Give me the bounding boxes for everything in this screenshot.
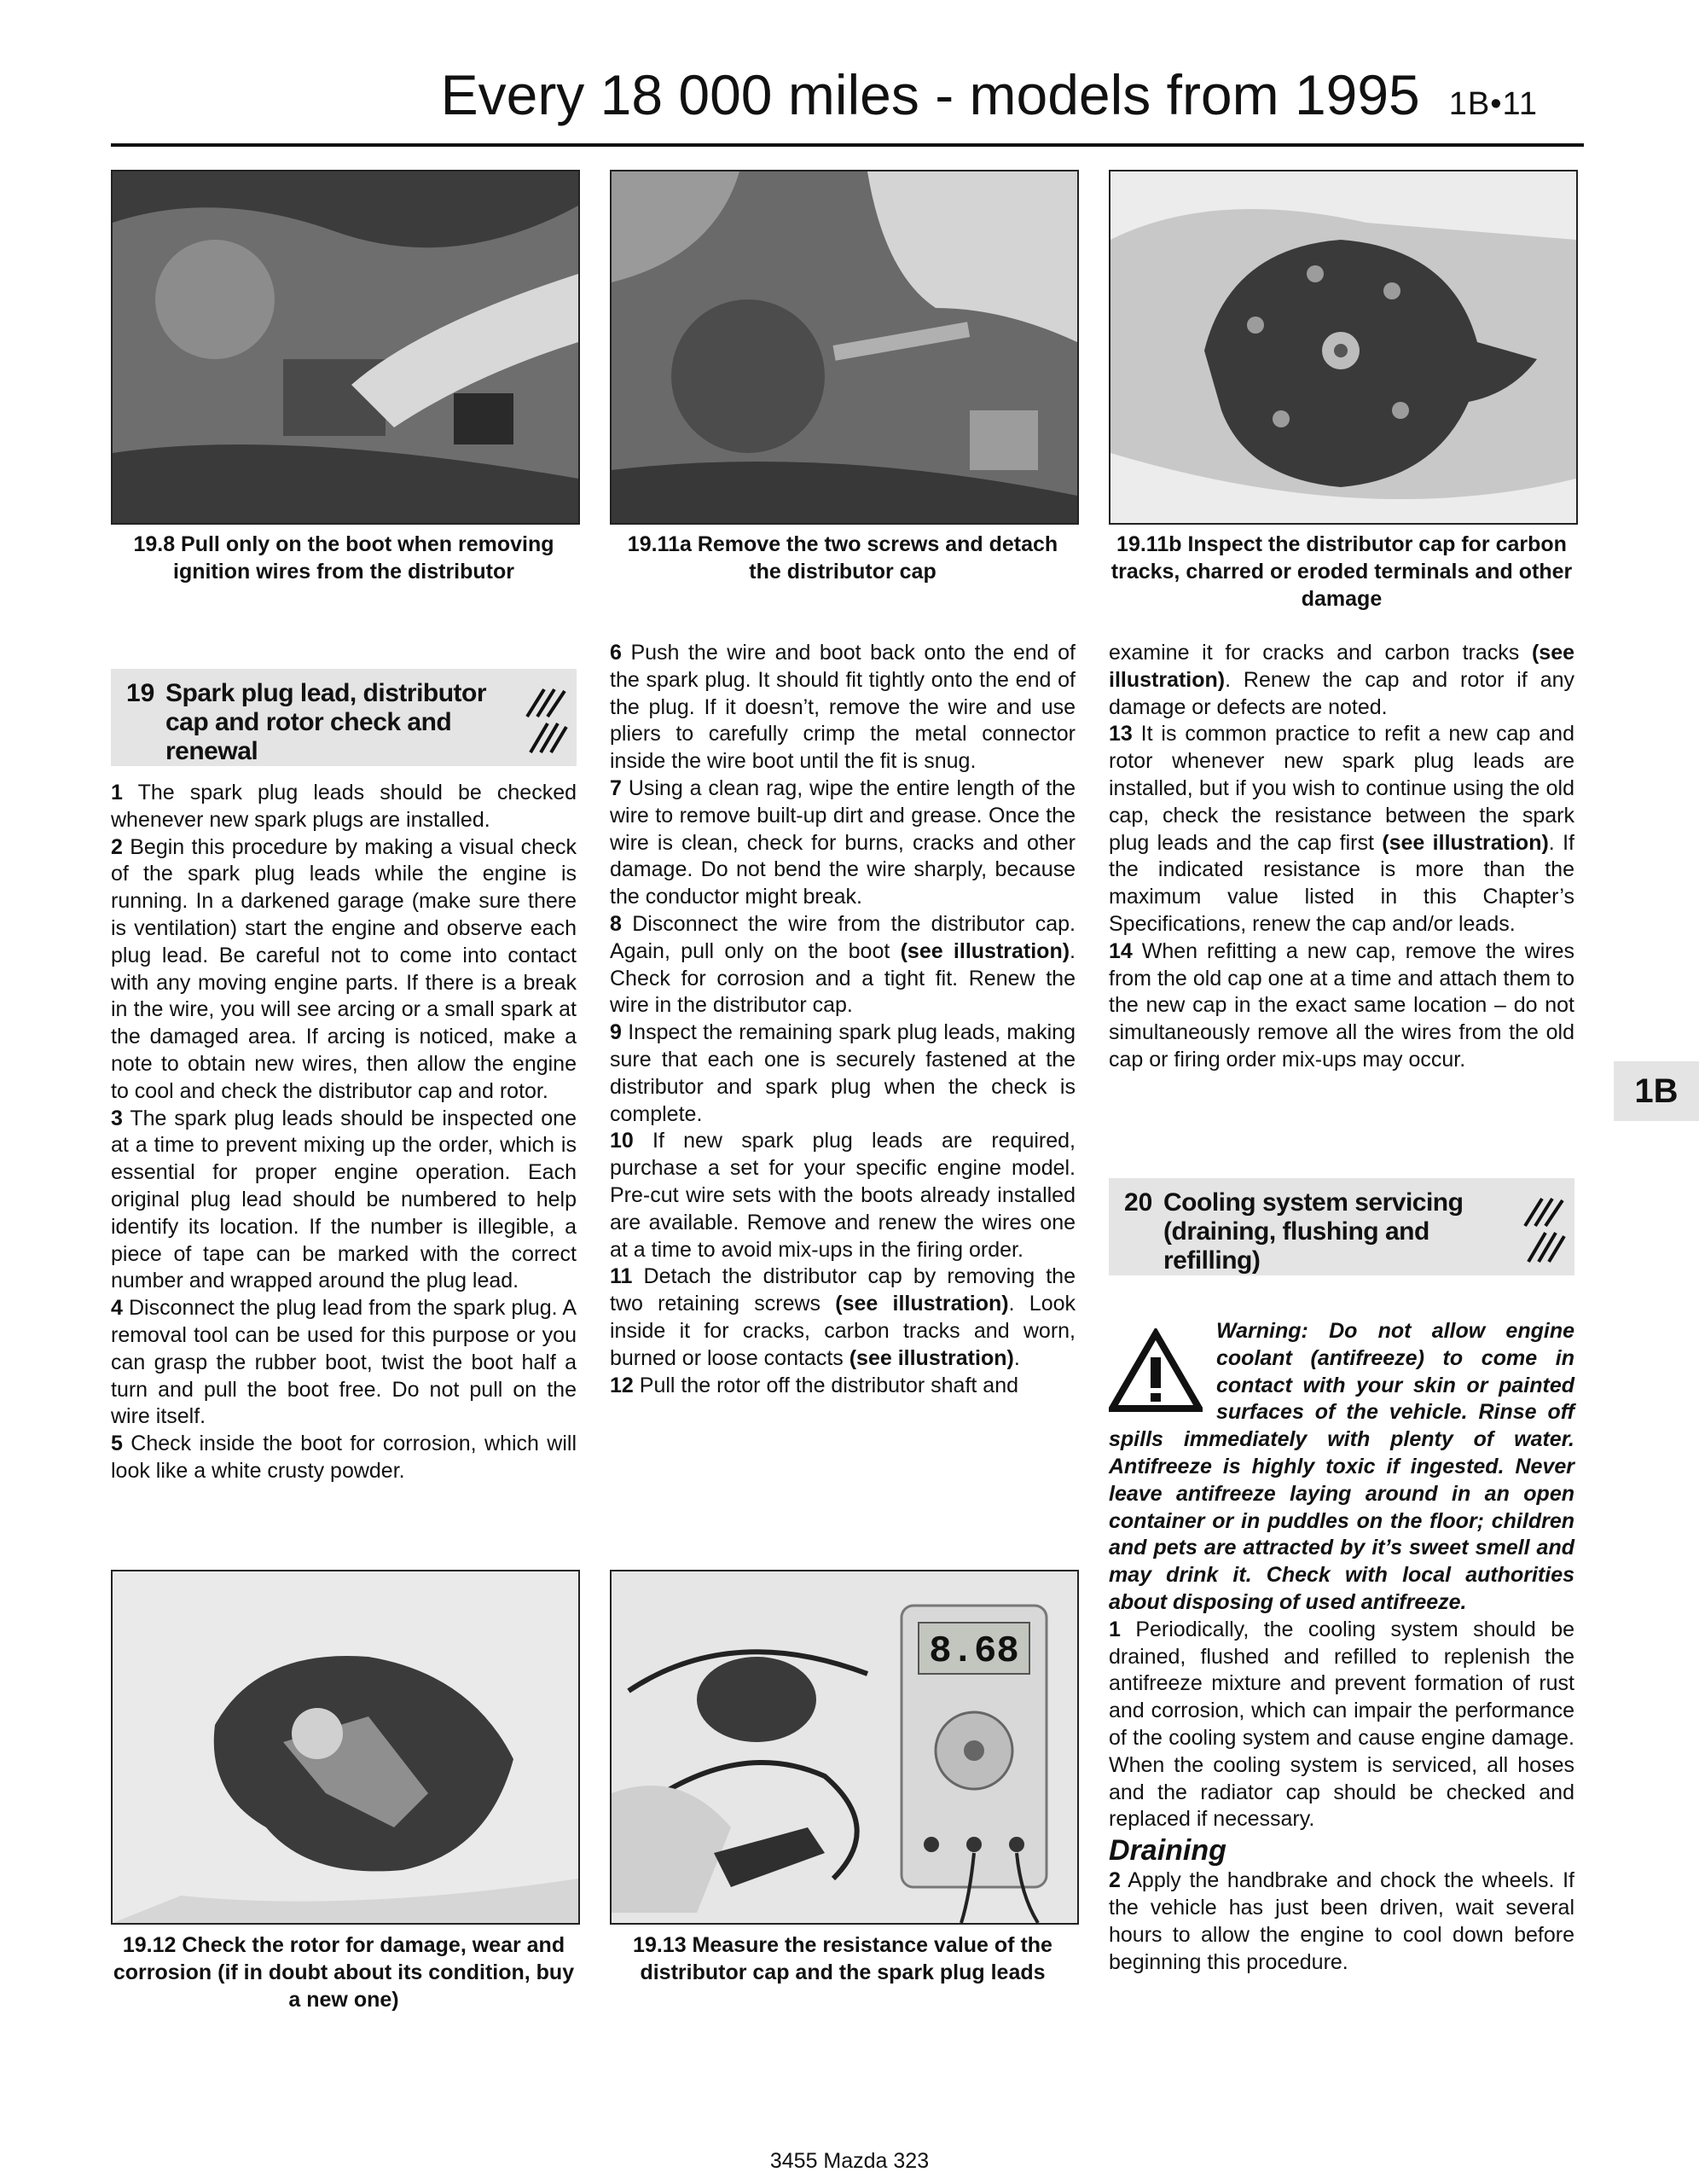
subheading-draining: Draining — [1109, 1834, 1226, 1867]
page-title — [440, 63, 1538, 126]
para-19-14 — [1109, 938, 1574, 1074]
para-19-4 — [111, 1295, 577, 1431]
para-number: 10 — [610, 1129, 634, 1153]
caption-19-11b: 19.11b Inspect the distributor cap for carbon tracks, charred or eroded terminals and other damage — [1110, 532, 1573, 611]
para-text: Disconnect the plug lead from the spark plug. A removal tool can be used for this purpose or you can grasp the rubber boot, twist the boot half a turn and pull the boot free. Do not pull on the wire itself. — [111, 1296, 577, 1429]
caption-19-8: 19.8 Pull only on the boot when removing ignition wires from the distributor — [133, 532, 554, 584]
para-text: Periodically, the cooling system should be drained, flushed and refilled to replenish the antifreeze mixture and prevent formation of rust and corrosion, which can impair the performance of the cooling system and cause engine damage. When the cooling system is serviced, all hoses and the radiator cap should be checked and replaced if necessary. — [1109, 1617, 1575, 1832]
para-text: Pull the rotor off the distributor shaft and — [639, 1373, 1019, 1397]
page-code: 1B•11 — [1448, 86, 1538, 122]
illustration-ref: (see illustration) — [849, 1345, 1014, 1370]
section-19-title: Spark plug lead, distributor cap and rotor check and renewal — [165, 679, 487, 765]
illustration-ref: (see illustration) — [900, 938, 1070, 963]
para-number: 2 — [1109, 1868, 1121, 1893]
para-text: . Look inside it for cracks, carbon tracks and worn, burned or loose contacts — [610, 1292, 1076, 1370]
column-1-text — [111, 780, 577, 1485]
para-20-1 — [1109, 1617, 1574, 1833]
photo-19-12 — [111, 1570, 580, 1925]
para-20-2 — [1109, 1867, 1574, 1976]
page-footer: 3455 Mazda 323 — [769, 2149, 930, 2173]
section-19-number: 19 — [126, 679, 155, 707]
para-19-8 — [610, 911, 1076, 1019]
chapter-title: Every 18 000 miles - models from 1995 — [440, 63, 1420, 126]
warning-triangle-icon — [1109, 1328, 1203, 1414]
section-19-heading — [111, 669, 577, 766]
para-number: 12 — [610, 1373, 634, 1397]
para-19-12-cont — [1109, 640, 1574, 721]
engine-photo-image — [113, 171, 578, 523]
header-rule — [111, 143, 1584, 147]
photo-19-8 — [111, 170, 580, 525]
para-text: examine it for cracks and carbon tracks — [1109, 641, 1520, 665]
para-19-7 — [610, 775, 1076, 911]
para-number: 3 — [111, 1106, 123, 1130]
para-number: 6 — [610, 641, 622, 665]
para-number: 9 — [610, 1020, 622, 1045]
para-text: . Check for corrosion and a tight fit. Renew the wire in the distributor cap. — [610, 938, 1076, 1018]
para-19-9 — [610, 1019, 1076, 1128]
illustration-ref: (see illustration) — [1382, 830, 1549, 855]
para-text: Inspect the remaining spark plug leads, making sure that each one is securely fastened at the distributor and spark plug when the check is complete. — [610, 1020, 1076, 1126]
photo-19-13 — [610, 1570, 1079, 1925]
para-number: 13 — [1109, 722, 1133, 746]
para-19-6 — [610, 640, 1076, 775]
caption-19-13: 19.13 Measure the resistance value of the distributor cap and the spark plug leads — [633, 1933, 1052, 1984]
para-text: . — [1013, 1345, 1020, 1370]
section-20-heading — [1109, 1178, 1574, 1275]
para-text: . Renew the cap and rotor if any damage or defects are noted. — [1109, 667, 1574, 719]
difficulty-spanner-icon — [1522, 1188, 1566, 1267]
caption-19-11a: 19.11a Remove the two screws and detach the distributor cap — [627, 532, 1058, 584]
rotor-photo-image — [113, 1571, 578, 1923]
para-number: 1 — [1109, 1617, 1121, 1641]
para-text: Begin this procedure by making a visual check of the spark plug leads while the engine is running. In a darkened garage (make sure there is ventilation) start the engine and observe each plug lead. Be careful not to come into contact with any moving engine parts. If there is a break in the wire, you will see arcing or a small spark at the damaged area. If arcing is noticed, make a note to obtain new wires, then allow the engine to cool and check the distributor cap and rotor. — [111, 834, 577, 1103]
para-text: Push the wire and boot back onto the end of the spark plug. It should fit tightly onto the end of the plug. If it doesn’t, remove the wire and use pliers to carefully crimp the metal connector inside the wire boot until the fit is snug. — [610, 641, 1076, 774]
para-19-1 — [111, 780, 577, 834]
chapter-tab: 1B — [1614, 1061, 1699, 1121]
difficulty-spanner-icon — [524, 679, 568, 758]
para-19-10 — [610, 1128, 1076, 1263]
photo-19-11a — [610, 170, 1079, 525]
column-3-text — [1109, 640, 1574, 1074]
section-20-text — [1109, 1318, 1574, 1976]
illustration-ref: (see illustration) — [835, 1292, 1009, 1316]
column-2-text — [610, 640, 1076, 1399]
para-number: 14 — [1109, 938, 1133, 963]
caption-19-12: 19.12 Check the rotor for damage, wear and corrosion (if in doubt about its condition, buy a new one) — [113, 1933, 575, 2012]
para-text: Check inside the boot for corrosion, which will look like a white crusty powder. — [111, 1432, 577, 1483]
section-20-number: 20 — [1124, 1188, 1153, 1217]
section-20-title: Cooling system servicing (draining, flushing and refilling) — [1163, 1188, 1464, 1275]
para-text: Detach the distributor cap by removing the two retaining screws — [610, 1264, 1076, 1316]
para-number: 11 — [610, 1264, 633, 1289]
meter-display-reading: 8.68 — [929, 1630, 1019, 1673]
para-number: 4 — [111, 1296, 123, 1321]
multimeter-photo-image — [612, 1571, 1077, 1923]
para-number: 8 — [610, 911, 622, 936]
para-text: Disconnect the wire from the distributor cap. Again, pull only on the boot — [610, 911, 1076, 963]
para-text: Apply the handbrake and chock the wheels. If the vehicle has just been driven, wait several hours to allow the engine to cool down before beginning this procedure. — [1109, 1868, 1574, 1974]
para-19-5 — [111, 1431, 577, 1485]
para-19-11 — [610, 1263, 1076, 1372]
para-number: 7 — [610, 775, 622, 800]
para-text: The spark plug leads should be inspected one at a time to prevent mixing up the order, which is essential for proper engine operation. Each original plug lead should be numbered to help identify its location. If the number is illegible, a piece of tape can be marked with the correct number and wrapped around the plug lead. — [111, 1106, 577, 1293]
para-text: . If the indicated resistance is more than the maximum value listed in this Chapter’s Specifications, renew the cap and/or leads. — [1109, 830, 1574, 936]
para-19-3 — [111, 1106, 577, 1296]
para-text: Using a clean rag, wipe the entire length of the wire to remove built-up dirt and grease. Once the wire is clean, check for burns, cracks and other damage. Do not bend the wire sharply, because the conductor might break. — [610, 775, 1076, 909]
distributor-cap-photo-image — [1110, 171, 1576, 523]
para-number: 5 — [111, 1432, 123, 1456]
para-text: It is common practice to refit a new cap and rotor whenever new spark plug leads are installed, but if you wish to continue using the old cap, check the resistance between the spark plug leads and the cap first — [1109, 722, 1574, 855]
para-text: If new spark plug leads are required, purchase a set for your specific engine model. Pre-cut wire sets with the boots already installed are available. Remove and renew the wires one at a time to avoid mix-ups in the firing order. — [610, 1129, 1076, 1262]
para-19-12 — [610, 1373, 1076, 1400]
distributor-screws-photo-image — [612, 171, 1077, 523]
coolant-warning: Warning: Do not allow engine coolant (antifreeze) to come in contact with your skin or painted surfaces of the vehicle. Rinse off spills immediately with plenty of water. Antifreeze is highly toxic if ingested. Never leave antifreeze laying around in an open container or in puddles on the floor; children and pets are attracted by it’s sweet smell and may drink it. Check with local authorities about disposing of used antifreeze. — [1109, 1319, 1574, 1614]
para-number: 2 — [111, 834, 123, 859]
para-number: 1 — [111, 781, 123, 804]
para-text: The spark plug leads should be checked whenever new spark plugs are installed. — [111, 781, 577, 832]
para-19-2 — [111, 834, 577, 1106]
para-text: When refitting a new cap, remove the wires from the old cap one at a time and attach them to the new cap in the exact same location – do not simultaneously remove all the wires from the old cap or firing order mix-ups may occur. — [1109, 938, 1574, 1072]
para-19-13 — [1109, 721, 1574, 938]
illustration-ref: (see illustration) — [1109, 641, 1575, 692]
photo-19-11b — [1109, 170, 1578, 525]
